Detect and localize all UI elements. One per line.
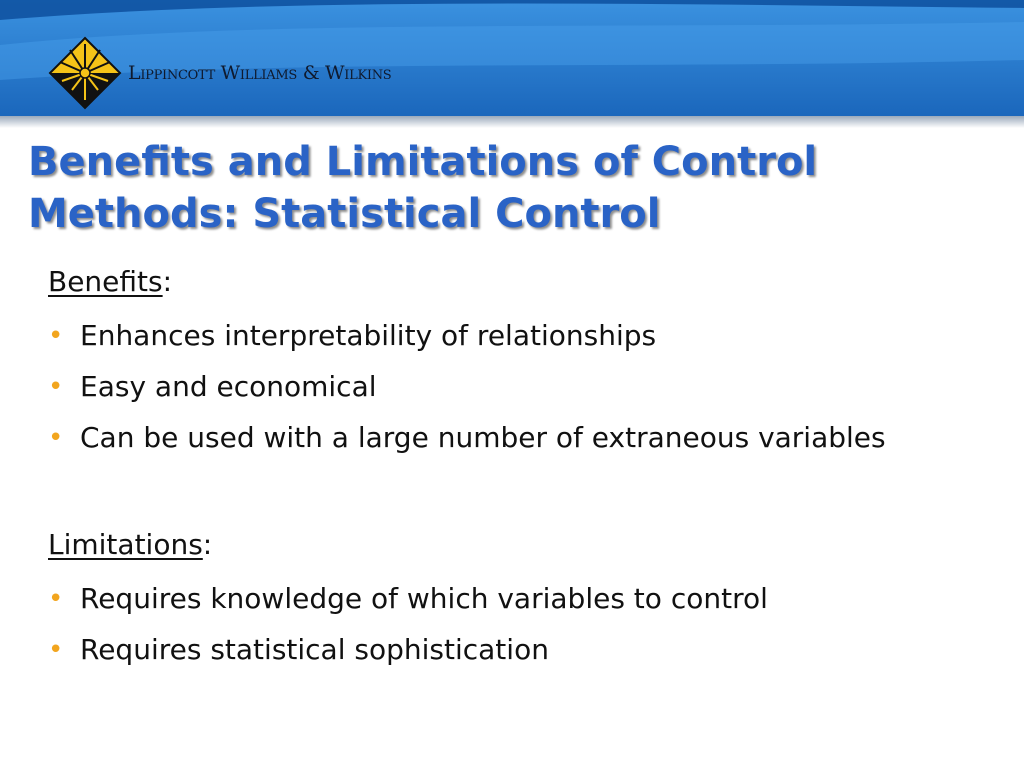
benefits-colon: : [162,265,173,298]
section-spacer [48,455,968,525]
benefits-heading [48,262,968,302]
slide-body [48,262,968,667]
list-item [48,421,968,455]
benefit-text: Can be used with a large number of extraneous variables [80,421,886,454]
benefit-text: Enhances interpretability of relationships [80,319,657,352]
list-item [48,633,968,667]
limitation-text: Requires statistical sophistication [80,633,549,666]
limitations-colon: : [202,528,213,561]
limitations-list [48,582,968,667]
publisher-logo [48,36,122,110]
bullet-icon: • [48,423,64,453]
starburst-logo-icon [48,36,122,110]
benefit-text: Easy and economical [80,370,377,403]
benefits-label: Benefits [48,265,163,298]
bullet-icon: • [48,635,64,665]
slide-title: Benefits and Limitations of Control Methods: Statistical Control [28,139,818,237]
publisher-name: Lippincott Williams & Wilkins [128,62,392,84]
bullet-icon: • [48,372,64,402]
bullet-icon: • [48,584,64,614]
benefits-list [48,319,968,455]
limitation-text: Requires knowledge of which variables to control [80,582,768,615]
list-item [48,319,968,353]
bullet-icon: • [48,321,64,351]
list-item [48,582,968,616]
header-banner [0,0,1024,130]
limitations-label: Limitations [48,528,203,561]
list-item [48,370,968,404]
limitations-heading [48,525,968,565]
